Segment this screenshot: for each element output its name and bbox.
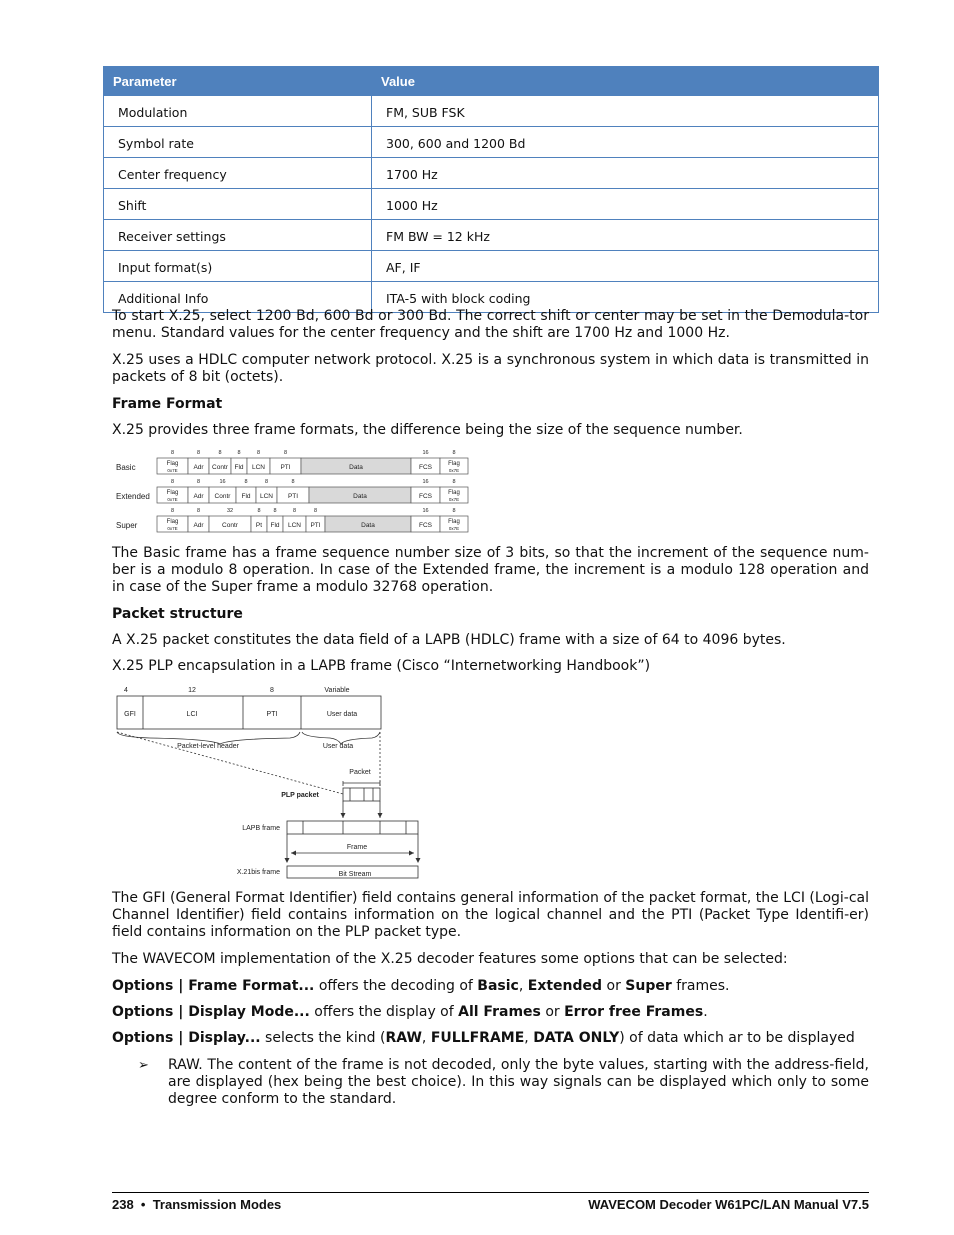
field-userdata: User data [326,711,358,718]
table-row [104,158,879,189]
size-lci: 12 [188,687,196,694]
frame-field-label: Contr [222,522,238,529]
frame-field-label: Flag [166,519,179,525]
cell-value: 300, 600 and 1200 Bd [372,127,879,158]
frame-row-label: Basic [116,463,136,472]
plp-packet-box [343,788,380,801]
table-row [104,251,879,282]
heading-packet-structure: Packet structure [112,606,243,622]
column-header-value: Value [372,67,879,96]
cell-value: ITA-5 with block coding [372,282,879,313]
paragraph-start: To start X.25, select 1200 Bd, 600 Bd or 300 Bd. The correct shift or center may be set in the Demodula-tor menu. Standard values for the center frequency and the shift are 1700 Hz and 1000 Hz. [112,308,869,341]
paragraph-gfi-lci-pti: The GFI (General Format Identifier) field contains general information of the packet format, the LCI (Logi-cal Channel Identifier) field contains information on the logical channel and the PTI (Packet Type Identifi-er) field contains information on the PLP packet type. [112,890,869,940]
flag-value-label: 0x7E [448,526,460,531]
field-bit-size: 8 [170,479,175,485]
flag-value-label: 0x7E [167,497,178,502]
frame-field-label: Fld [234,464,244,471]
brace-label-header: Packet-level header [177,743,239,750]
field-bit-size: 8 [256,450,261,456]
frame-field-label: FCS [419,522,432,529]
paragraph-hdlc: X.25 uses a HDLC computer network protocol. X.25 is a synchronous system in which data is transmitted in packets of 8 bit (octets). [112,352,869,385]
table-header-row [104,67,879,96]
frame-field-label: Flag [448,461,460,467]
field-bit-size: 8 [244,479,248,485]
arrow-bullet-icon: ➢ [138,1058,149,1073]
field-bit-size: 8 [292,508,297,514]
field-bit-size: 8 [257,508,261,514]
frame-field-label: Contr [214,493,231,500]
field-pti: PTI [266,711,278,718]
frame-field-label: Fld [270,522,280,529]
frame-field-label: LCN [287,522,302,529]
cell-parameter: Center frequency [104,158,372,189]
frame-field-label: Flag [166,490,179,496]
cell-parameter: Receiver settings [104,220,372,251]
lapb-frame-label: LAPB frame [242,825,280,832]
flag-value-label: 0x7E [167,468,178,473]
paragraph-packet-size: A X.25 packet constitutes the data field of a LAPB (HDLC) frame with a size of 64 to 4096 bytes. [112,632,786,648]
cell-value: 1000 Hz [372,189,879,220]
frame-field-label: Adr [193,522,204,529]
frame-field-label: Flag [448,490,460,496]
field-bit-size: 8 [452,479,456,485]
brace-label-userdata: User data [322,743,354,750]
cell-parameter: Symbol rate [104,127,372,158]
paragraph-options-intro: The WAVECOM implementation of the X.25 decoder features some options that can be selected: [112,951,788,967]
footer-right: WAVECOM Decoder W61PC/LAN Manual V7.5 [588,1197,869,1212]
frame-field-label: LCN [251,464,266,471]
field-gfi: GFI [124,711,136,718]
option-display-mode: Options | Display Mode... offers the display of All Frames or Error free Frames. [112,1004,708,1020]
field-bit-size: 8 [196,508,201,514]
field-bit-size: 8 [283,450,288,456]
frame-row-label: Extended [116,492,150,501]
cell-parameter: Modulation [104,96,372,127]
cell-value: FM BW = 12 kHz [372,220,879,251]
plp-encapsulation-diagram [110,682,430,882]
field-bit-size: 8 [170,508,175,514]
column-header-parameter: Parameter [104,67,372,96]
frame-field-label: Data [353,493,367,500]
size-userdata: Variable [324,687,350,694]
table-row [104,220,879,251]
flag-value-label: 0x7E [167,526,178,531]
frame-field-label: PTI [310,522,321,529]
cell-value: 1700 Hz [372,158,879,189]
x21bis-frame-label: X.21bis frame [236,869,280,876]
frame-field-label: PTI [280,464,291,471]
field-bit-size: 8 [237,450,241,456]
frame-field-label: LCN [259,493,274,500]
parameter-table [103,66,879,313]
bullet-raw: RAW. The content of the frame is not decoded, only the byte values, starting with the address-field, are displayed (hex being the best choice). In this way signals can be displayed which only to some degree conform to the standard. [168,1057,869,1107]
frame-label: Frame [346,844,368,851]
size-pti: 8 [270,687,274,694]
field-bit-size: 8 [313,508,318,514]
frame-field-label: Data [349,464,363,471]
field-bit-size: 8 [170,450,175,456]
table-row [104,189,879,220]
footer-divider [112,1192,869,1193]
paragraph-frame-formats: X.25 provides three frame formats, the difference being the size of the sequence number. [112,422,743,438]
frame-field-label: Adr [193,493,204,500]
flag-value-label: 0x7E [448,497,460,502]
option-frame-format: Options | Frame Format... offers the decoding of Basic, Extended or Super frames. [112,978,730,994]
lapb-frame-box [287,821,418,834]
field-bit-size: 8 [452,450,456,456]
field-bit-size: 16 [219,479,226,485]
frame-field-label: Pt [255,522,263,529]
paragraph-plp-caption: X.25 PLP encapsulation in a LAPB frame (Cisco “Internetworking Handbook”) [112,658,651,674]
option-display: Options | Display... selects the kind (RAW, FULLFRAME, DATA ONLY) of data which ar to be displayed [112,1030,855,1046]
frame-field-label: PTI [287,493,299,500]
frame-row-label: Super [116,521,138,530]
bit-stream-label: Bit Stream [338,871,372,878]
frame-field-label: Fld [241,493,251,500]
flag-value-label: 0x7E [448,468,460,473]
frame-field-label: Contr [212,464,228,471]
frame-field-label: FCS [419,464,432,471]
field-bit-size: 8 [264,479,269,485]
frame-field-label: Flag [166,461,179,467]
plp-packet-label: PLP packet [281,792,319,799]
field-bit-size: 16 [422,450,429,456]
field-bit-size: 32 [226,508,234,514]
field-bit-size: 16 [422,479,429,485]
field-bit-size: 8 [196,450,201,456]
cell-parameter: Shift [104,189,372,220]
size-gfi: 4 [124,687,128,694]
field-bit-size: 16 [422,508,429,514]
field-bit-size: 8 [196,479,201,485]
frame-field-label: Data [361,522,375,529]
field-bit-size: 8 [291,479,295,485]
table-row [104,127,879,158]
cell-parameter: Additional Info [104,282,372,313]
packet-label: Packet [349,769,371,776]
footer-left: 238 • Transmission Modes [112,1197,282,1212]
field-lci: LCI [186,711,198,718]
field-bit-size: 8 [218,450,222,456]
frame-format-diagram [110,446,480,538]
field-bit-size: 8 [273,508,277,514]
paragraph-sequence-number: The Basic frame has a frame sequence number size of 3 bits, so that the increment of the sequence num-ber is a modulo 8 operation. In case of the Extended frame, the increment is a modulo 128 operation and in case of the Super frame a modulo 32768 operation. [112,545,869,595]
frame-field-label: FCS [419,493,432,500]
frame-field-label: Adr [193,464,204,471]
cell-value: FM, SUB FSK [372,96,879,127]
cell-parameter: Input format(s) [104,251,372,282]
field-bit-size: 8 [452,508,456,514]
cell-value: AF, IF [372,251,879,282]
heading-frame-format: Frame Format [112,396,223,412]
frame-field-label: Flag [448,519,460,525]
table-row [104,96,879,127]
